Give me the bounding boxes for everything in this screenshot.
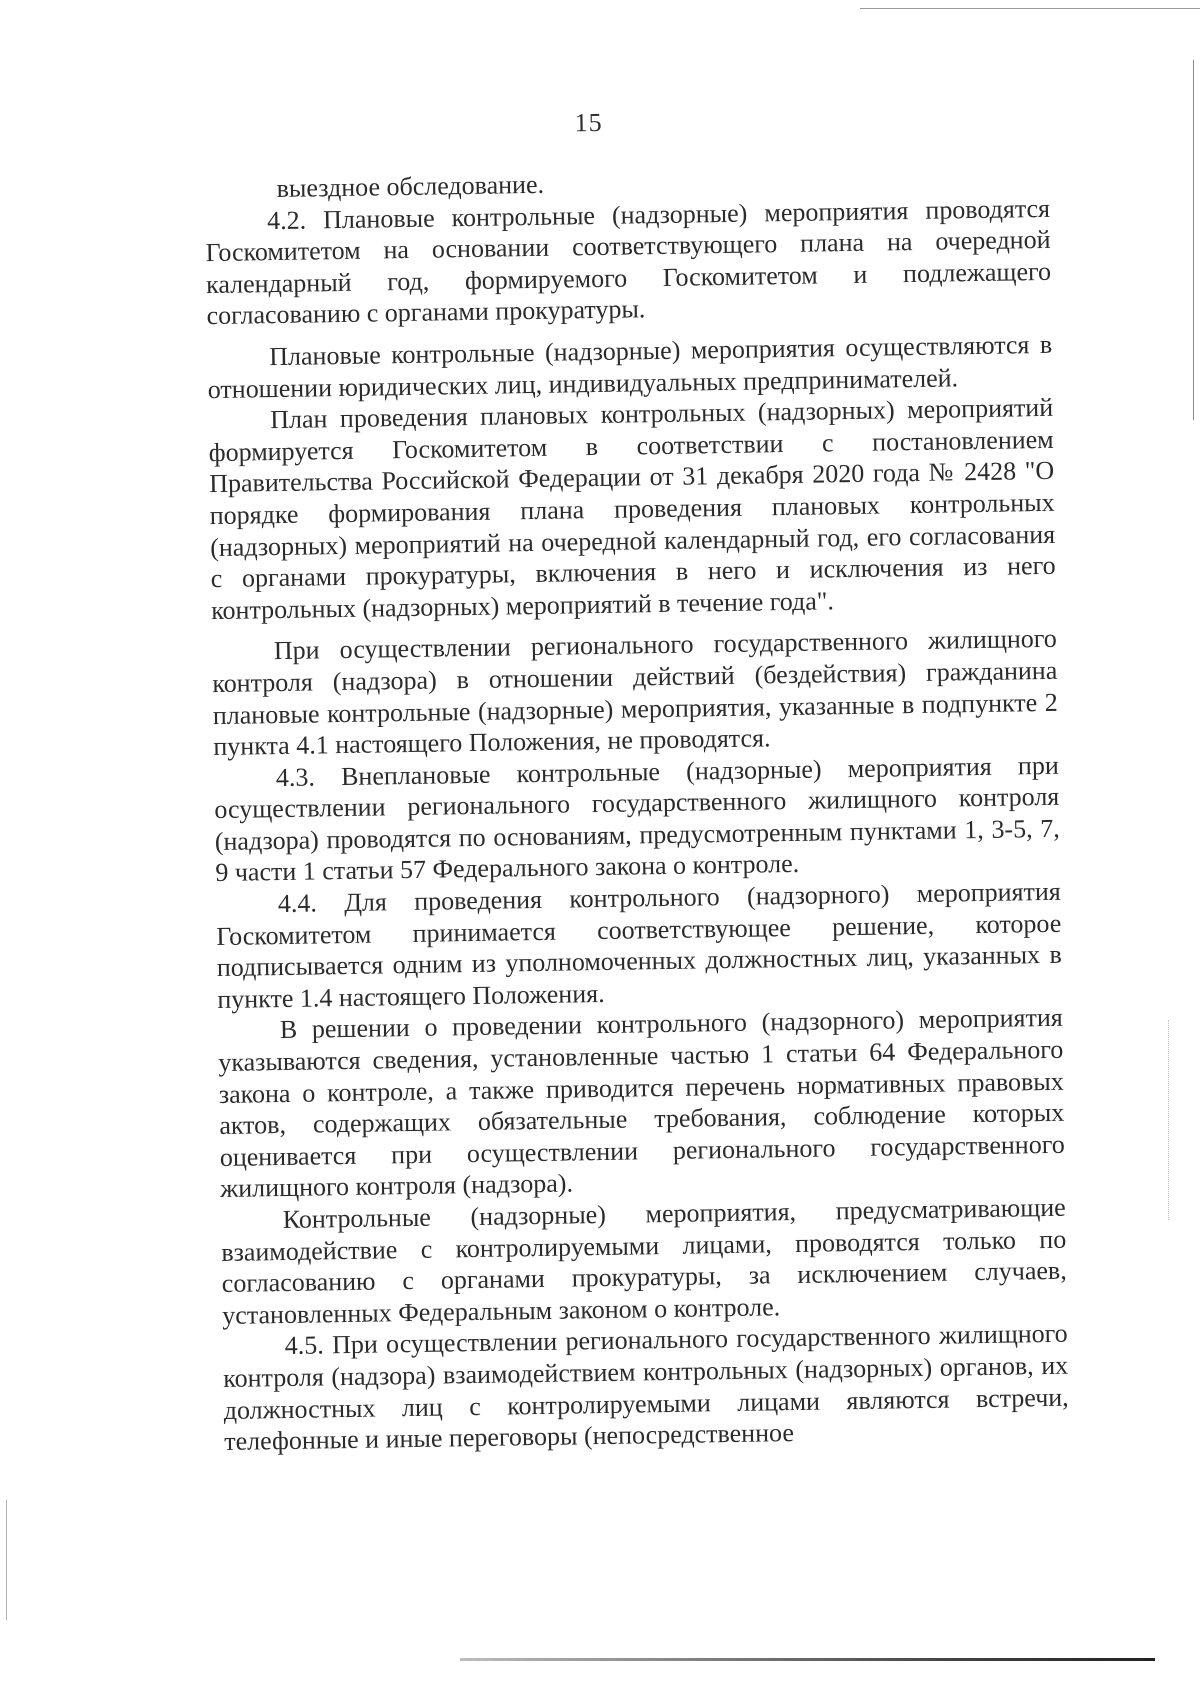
paragraph: 4.2. Плановые контрольные (надзорные) мероприятия проводятся Госкомитетом на основании соответствующего плана на очередной календарный год, формируемого Госкомитетом и подлежащего согласованию с органами прокуратуры.	[205, 193, 1052, 331]
paragraph: выездное обследование.	[276, 169, 545, 203]
paragraph: 4.5. При осуществлении регионального государственного жилищного контроля (надзора) взаимодействием контрольных (надзорных) органов, их должностных лиц с контролируемыми лицами являются встречи, телефонные и иные переговоры (непосредственное	[223, 1319, 1069, 1457]
scan-edge-left	[6, 1500, 7, 1620]
scan-edge-right	[1193, 60, 1194, 420]
paragraph: При осуществлении регионального государственного жилищного контроля (надзора) в отношении действий (бездействия) гражданина плановые контрольные (надзорные) мероприятия, указанные в подпункте 2 пункта 4.1 настоящего Положения, не проводятся.	[212, 624, 1058, 762]
page-number: 15	[574, 107, 603, 138]
paragraph: 4.3. Внеплановые контрольные (надзорные) мероприятия при осуществлении регионального государственного жилищного контроля (надзора) проводятся по основаниям, предусмотренным пунктами 1, 3-5, 7, 9 части 1 статьи 57 Федерального закона о контроле.	[214, 750, 1060, 888]
document-body	[204, 161, 1069, 1458]
paragraph: В решении о проведении контрольного (надзорного) мероприятия указываются сведения, установленные частью 1 статьи 64 Федерального закона о контроле, а также приводится перечень нормативных правовых актов, содержащих обязательные требования, соблюдение которых оценивается при осуществлении регионального государственного жилищного контроля (надзора).	[218, 1003, 1065, 1204]
paragraph: Плановые контрольные (надзорные) мероприятия осуществляются в отношении юридических лиц, индивидуальных предпринимателей.	[207, 329, 1053, 404]
paragraph: План проведения плановых контрольных (надзорных) мероприятий формируется Госкомитетом в соответствии с постановлением Правительства Российской Федерации от 31 декабря 2020 года № 2428 "О порядке формирования плана проведения плановых контрольных (надзорных) мероприятий на очередной календарный год, его согласования с органами прокуратуры, включения в него и исключения из него контрольных (надзорных) мероприятий в течение года".	[208, 392, 1056, 625]
paragraph: 4.4. Для проведения контрольного (надзорного) мероприятия Госкомитетом принимается соответствующее решение, которое подписывается одним из уполномоченных должностных лиц, указанных в пункте 1.4 настоящего Положения.	[216, 876, 1062, 1014]
paragraph: Контрольные (надзорные) мероприятия, предусматривающие взаимодействие с контролируемыми лицами, проводятся только по согласованию с органами прокуратуры, за исключением случаев, установленных Федеральным законом о контроле.	[221, 1192, 1067, 1330]
